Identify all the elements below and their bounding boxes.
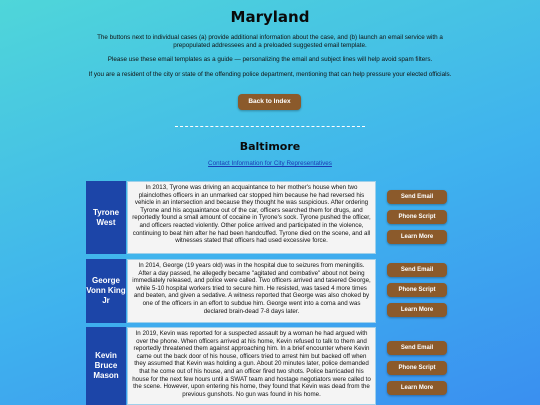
learn-more-button[interactable]: Learn More xyxy=(387,381,447,395)
send-email-button[interactable]: Send Email xyxy=(387,190,447,204)
phone-script-button[interactable]: Phone Script xyxy=(387,283,447,297)
intro-paragraph-2: Please use these email templates as a guide — personalizing the email and subject lines will help avoid spam filters. xyxy=(107,56,433,63)
case-story: In 2013, Tyrone was driving an acquaintance to her mother's house when two plainclothes officers in an unmarked car stopped him because he had reversed his vehicle in an intersection and because they thought he was suspicious. After ordering Tyrone and his acquaintance out of the car, officers searched them for drugs, and reportedly found a small amount of cocaine in Tyrone's sock. Tyrone pushed the officer, and officers reacted violently. Other police arrived and participated in the violence, continuing to beat him after he had been handcuffed. Tyrone died on the scene, and all witnesses stated that officers had used excessive force. xyxy=(127,181,376,254)
phone-script-button[interactable]: Phone Script xyxy=(387,210,447,224)
case-card xyxy=(86,181,376,254)
case-name: Kevin Bruce Mason xyxy=(86,327,126,405)
send-email-button[interactable]: Send Email xyxy=(387,263,447,277)
case-card xyxy=(86,327,376,405)
send-email-button[interactable]: Send Email xyxy=(387,341,447,355)
case-name: Tyrone West xyxy=(86,181,126,254)
section-divider xyxy=(175,126,365,127)
contact-info-link[interactable]: Contact Information for City Representatives xyxy=(208,160,332,167)
page-title: Maryland xyxy=(230,8,310,26)
case-name: George Vonn King Jr xyxy=(86,259,126,323)
city-heading: Baltimore xyxy=(239,140,301,153)
case-story: In 2014, George (19 years old) was in the hospital due to seizures from meningitis. After a day passed, he allegedly became "agitated and combative" about not being immediately released, and police were called. Two officers arrived and tasered George, while 5-10 hospital workers tried to secure him. He resisted, was tased 4 more times and beaten, and given a sedative. A witness reported that George was also choked by one of the officers in an effort to subdue him. George went into a coma and was declared brain-dead 7-8 days later. xyxy=(127,259,376,323)
case-story: In 2019, Kevin was reported for a suspected assault by a woman he had argued with over the phone. When officers arrived at his home, Kevin refused to talk to them and reportedly threatened them against approaching him. In a brief encounter where Kevin came out the back door of his house, officers tried to arrest him but backed off when they assumed that Kevin was holding a gun. About 20 minutes later, police demanded that he come out of his house, and an officer fired two shots. Police barricaded his house for the next few hours until a SWAT team and hostage negotiators were called to the scene. However, upon entering his home, they found that Kevin was dead from the previous gunshots. No gun was found in his home. xyxy=(127,327,376,405)
phone-script-button[interactable]: Phone Script xyxy=(387,361,447,375)
case-card xyxy=(86,259,376,323)
learn-more-button[interactable]: Learn More xyxy=(387,230,447,244)
intro-paragraph-3: If you are a resident of the city or state of the offending police department, mentioning that can help pressure your elected officials. xyxy=(88,71,452,78)
learn-more-button[interactable]: Learn More xyxy=(387,303,447,317)
back-to-index-button[interactable]: Back to Index xyxy=(238,94,301,110)
intro-paragraph-1: The buttons next to individual cases (a) provide additional information about the case, and (b) launch an email service with a prepopulated addressees and a preloaded suggested email template. xyxy=(97,34,443,49)
